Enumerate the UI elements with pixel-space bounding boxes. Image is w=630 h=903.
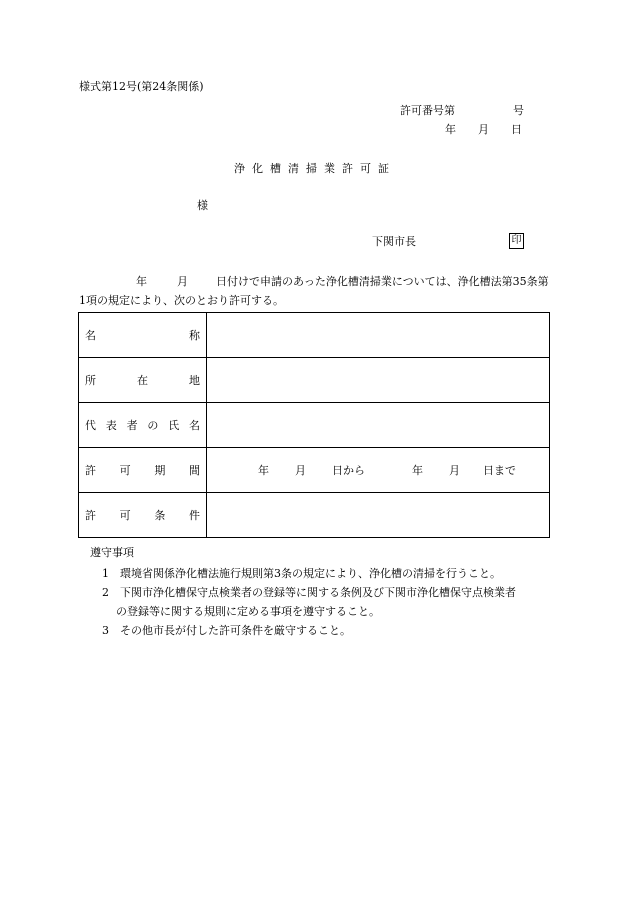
- issue-month: 月: [478, 123, 489, 136]
- value-name: [207, 313, 550, 358]
- rule-text: その他市長が付した許可条件を厳守すること。: [120, 624, 351, 637]
- statement-month: 月: [177, 275, 188, 288]
- rule-item-continuation: の登録等に関する規則に定める事項を遵守すること。: [116, 605, 380, 618]
- permit-number-suffix: 号: [513, 104, 524, 117]
- table-row: [79, 403, 550, 448]
- statement-year: 年: [136, 275, 147, 288]
- permit-number-line: [400, 104, 524, 118]
- value-address: [207, 358, 550, 403]
- value-representative: [207, 403, 550, 448]
- rule-item: [102, 567, 501, 581]
- rule-text: 環境省関係浄化槽法施行規則第3条の規定により、浄化槽の清掃を行うこと。: [120, 567, 501, 580]
- table-row: [79, 448, 550, 493]
- seal-mark: 印: [509, 233, 524, 249]
- rule-text: 下関市浄化槽保守点検業者の登録等に関する条例及び下関市浄化槽保守点検業者: [120, 586, 516, 599]
- label-representative: 代 表 者 の 氏 名: [79, 403, 207, 448]
- label-address: 所 在 地: [79, 358, 207, 403]
- table-row: [79, 313, 550, 358]
- rule-number: 3: [102, 624, 109, 637]
- period-to-month: 月: [449, 464, 460, 477]
- label-permit-conditions: 許 可 条 件: [79, 493, 207, 538]
- issue-day: 日: [511, 123, 522, 136]
- document-title: 浄化槽清掃業許可証: [234, 162, 396, 175]
- permit-statement: [79, 272, 549, 310]
- period-from-day: 日から: [332, 464, 365, 477]
- permit-number-prefix: 許可番号第: [400, 104, 455, 117]
- period-from-year: 年: [258, 464, 269, 477]
- label-permit-period: 許 可 期 間: [79, 448, 207, 493]
- value-permit-conditions: [207, 493, 550, 538]
- period-to-year: 年: [412, 464, 423, 477]
- table-row: [79, 493, 550, 538]
- issue-date-line: [445, 123, 522, 137]
- statement-text: 日付けで申請のあった浄化槽清掃業については、浄化槽法第35条第1項の規定により、次のとおり許可する。: [79, 275, 549, 307]
- rule-number: 1: [102, 567, 109, 580]
- label-name: 名 称: [79, 313, 207, 358]
- addressee-suffix: 様: [197, 199, 208, 212]
- period-from-month: 月: [295, 464, 306, 477]
- value-permit-period: [207, 448, 550, 493]
- issue-year: 年: [445, 123, 456, 136]
- rule-item: [102, 624, 351, 638]
- rule-number: 2: [102, 586, 109, 599]
- issuer: 下関市長: [372, 235, 416, 248]
- rule-item: [102, 586, 516, 600]
- table-row: [79, 358, 550, 403]
- period-to-day: 日まで: [483, 464, 516, 477]
- permit-details-table: [78, 312, 550, 538]
- rules-title: 遵守事項: [90, 546, 134, 559]
- form-number: 様式第12号(第24条関係): [79, 80, 204, 93]
